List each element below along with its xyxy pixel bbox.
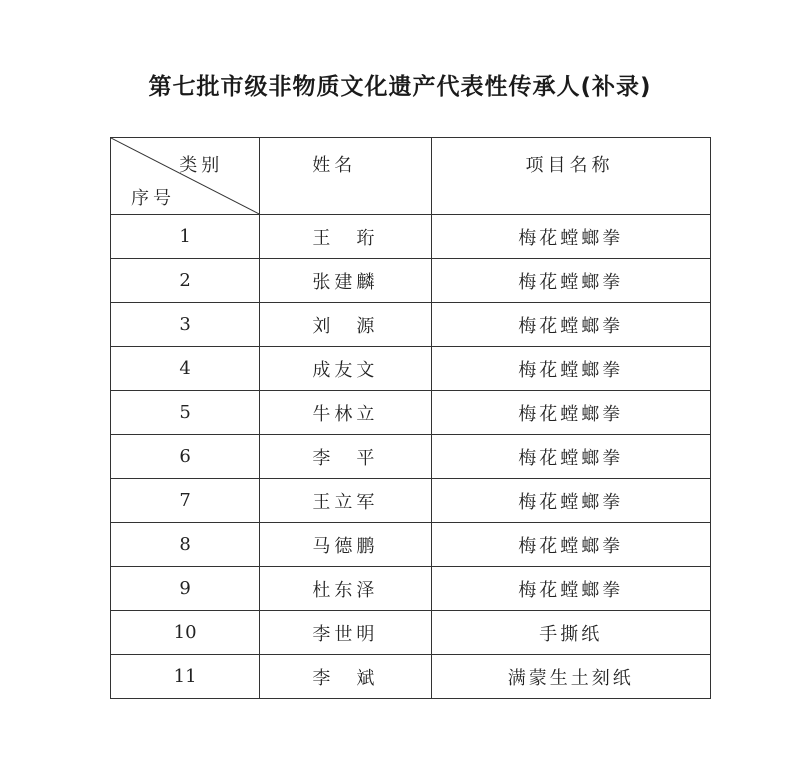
seq-cell: 4 — [111, 347, 260, 391]
table-row — [111, 523, 711, 567]
project-cell: 梅花螳螂拳 — [431, 391, 710, 435]
project-cell: 梅花螳螂拳 — [431, 347, 710, 391]
project-cell: 梅花螳螂拳 — [431, 479, 710, 523]
inheritor-table — [110, 137, 711, 699]
name-cell: 刘 源 — [260, 303, 431, 347]
name-header-cell — [260, 138, 431, 215]
seq-cell: 8 — [111, 523, 260, 567]
table-row — [111, 259, 711, 303]
seq-cell: 7 — [111, 479, 260, 523]
table-header-row — [111, 138, 711, 215]
table-row — [111, 215, 711, 259]
diagonal-header-cell — [111, 138, 260, 215]
seq-header: 序号 — [131, 188, 175, 209]
table-row — [111, 303, 711, 347]
project-cell: 梅花螳螂拳 — [431, 259, 710, 303]
project-cell: 手撕纸 — [431, 611, 710, 655]
table-row — [111, 435, 711, 479]
name-header: 姓名 — [312, 155, 357, 176]
name-cell: 杜东泽 — [260, 567, 431, 611]
seq-cell: 6 — [111, 435, 260, 479]
seq-cell: 5 — [111, 391, 260, 435]
page-title: 第七批市级非物质文化遗产代表性传承人(补录) — [148, 74, 652, 100]
seq-cell: 10 — [111, 611, 260, 655]
project-cell: 梅花螳螂拳 — [431, 435, 710, 479]
project-cell: 梅花螳螂拳 — [431, 523, 710, 567]
project-cell: 满蒙生土刻纸 — [431, 655, 710, 699]
project-cell: 梅花螳螂拳 — [431, 303, 710, 347]
name-cell: 李世明 — [260, 611, 431, 655]
project-cell: 梅花螳螂拳 — [431, 567, 710, 611]
project-cell: 梅花螳螂拳 — [431, 215, 710, 259]
project-header-cell — [431, 138, 710, 215]
table-row — [111, 391, 711, 435]
table-row — [111, 611, 711, 655]
name-cell: 王立军 — [260, 479, 431, 523]
name-cell: 成友文 — [260, 347, 431, 391]
seq-cell: 11 — [111, 655, 260, 699]
name-cell: 牛林立 — [260, 391, 431, 435]
category-header: 类别 — [179, 155, 224, 176]
table-row — [111, 479, 711, 523]
name-cell: 李 平 — [260, 435, 431, 479]
seq-cell: 2 — [111, 259, 260, 303]
name-cell: 张建麟 — [260, 259, 431, 303]
table-row — [111, 567, 711, 611]
name-cell: 王 珩 — [260, 215, 431, 259]
name-cell: 李 斌 — [260, 655, 431, 699]
name-cell: 马德鹏 — [260, 523, 431, 567]
seq-cell: 9 — [111, 567, 260, 611]
seq-cell: 3 — [111, 303, 260, 347]
project-header: 项目名称 — [525, 155, 614, 176]
seq-cell: 1 — [111, 215, 260, 259]
table-row — [111, 347, 711, 391]
table-row — [111, 655, 711, 699]
